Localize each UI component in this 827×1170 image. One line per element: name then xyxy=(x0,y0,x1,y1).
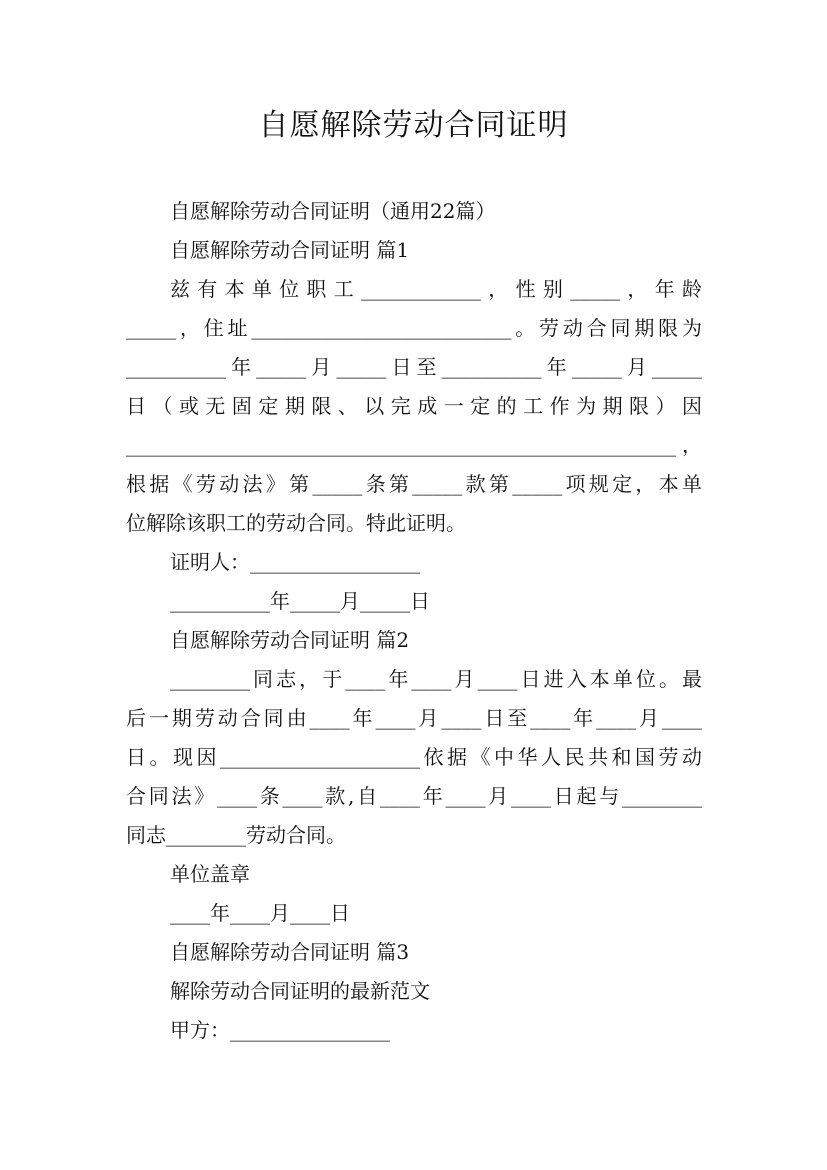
body-line: 同志________劳动合同。 xyxy=(126,823,346,847)
body-line: 解除劳动合同证明的最新范文 xyxy=(170,979,430,1003)
body-line: ________同志，于____年____月____日进入本单位。最 xyxy=(170,667,702,691)
subtitle-line: 自愿解除劳动合同证明（通用22篇） xyxy=(170,199,496,223)
body-line: 日。现因____________________依据《中华人民共和国劳动 xyxy=(126,745,702,769)
body-line: _______________________________________________________， xyxy=(126,433,702,457)
body-line: _____，住址__________________________。劳动合同期限为 xyxy=(126,316,702,340)
party-a-line: 甲方：________________ xyxy=(170,1018,390,1042)
section-heading-1: 自愿解除劳动合同证明 篇1 xyxy=(170,238,410,262)
body-line: 日（或无固定期限、以完成一定的工作为期限）因 xyxy=(126,394,702,418)
document-title: 自愿解除劳动合同证明 xyxy=(258,108,569,143)
section-heading-3: 自愿解除劳动合同证明 篇3 xyxy=(170,940,410,964)
seal-line: 单位盖章 xyxy=(170,862,250,886)
section-heading-2: 自愿解除劳动合同证明 篇2 xyxy=(170,628,410,652)
body-line: 后一期劳动合同由____年____月____日至____年____月____ xyxy=(126,706,702,730)
body-line: 位解除该职工的劳动合同。特此证明。 xyxy=(126,511,466,535)
body-line: __________年_____月_____日至__________年_____月_____ xyxy=(126,355,702,379)
body-line: 合同法》____条____款,自____年____月____日起与________ xyxy=(126,784,702,808)
date-line: __________年_____月_____日 xyxy=(170,589,430,613)
body-line: 兹有本单位职工____________，性别_____，年龄 xyxy=(170,277,702,301)
date-line: ____年____月____日 xyxy=(170,901,350,925)
body-line: 根据《劳动法》第_____条第_____款第_____项规定，本单 xyxy=(126,472,702,496)
signature-line: 证明人：_________________ xyxy=(170,550,420,574)
